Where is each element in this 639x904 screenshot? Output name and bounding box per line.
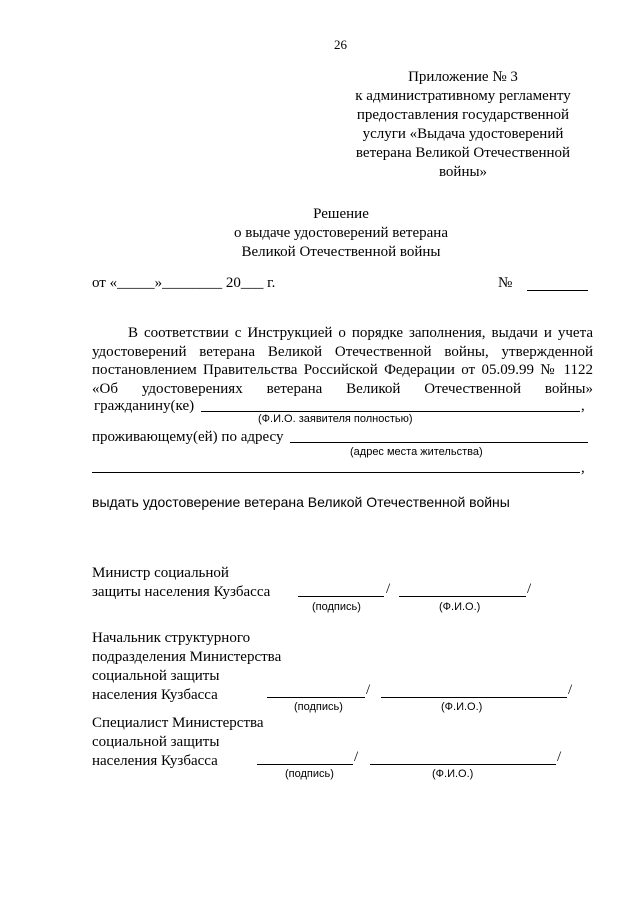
signer-title-line: подразделения Министерства — [92, 649, 282, 665]
appendix-line: ветерана Великой Отечественной — [355, 145, 571, 161]
body-line: удостоверений ветерана Великой Отечественной войны, утвержденной — [92, 344, 593, 360]
body-line: «Об удостоверениях ветерана Великой Отечественной войны» — [92, 381, 593, 397]
slash: / — [527, 581, 532, 597]
appendix-line: войны» — [438, 164, 488, 180]
title-line: о выдаче удостоверений ветерана — [234, 225, 448, 241]
signature-line — [257, 764, 353, 765]
appendix-block — [340, 68, 586, 182]
comma: , — [581, 398, 585, 414]
signature-hint: (подпись) — [294, 701, 343, 713]
slash: / — [568, 682, 573, 698]
name-line — [399, 596, 526, 597]
signature-hint: (подпись) — [285, 768, 334, 780]
signer-title — [92, 629, 281, 705]
citizen-hint: (Ф.И.О. заявителя полностью) — [258, 413, 413, 425]
address-hint: (адрес места жительства) — [350, 446, 483, 458]
name-hint: (Ф.И.О.) — [432, 768, 474, 780]
citizen-label: гражданину(ке) — [94, 398, 195, 414]
number-field-line — [527, 290, 588, 291]
appendix-line: услуги «Выдача удостоверений — [362, 126, 564, 142]
address-label: проживающему(ей) по адресу — [92, 429, 284, 445]
name-line — [381, 697, 567, 698]
page-number: 26 — [334, 37, 347, 52]
comma: , — [581, 460, 585, 476]
name-line — [370, 764, 556, 765]
signature-hint: (подпись) — [312, 601, 361, 613]
address-continuation-line — [92, 472, 580, 473]
title-line: Решение — [313, 206, 369, 222]
appendix-line: предоставления государственной — [356, 107, 570, 123]
signer-title — [92, 564, 270, 602]
signature-line — [267, 697, 365, 698]
date-field: от «_____»________ 20___ г. — [92, 275, 276, 291]
signature-line — [298, 596, 384, 597]
signer-title-line: социальной защиты — [92, 668, 220, 684]
signer-title-line: Специалист Министерства — [92, 715, 264, 731]
issue-text: выдать удостоверение ветерана Великой Отечественной войны — [92, 494, 510, 510]
signer-title-line: социальной защиты — [92, 734, 220, 750]
body-line: постановлением Правительства Российской Федерации от 05.09.99 № 1122 — [92, 362, 593, 378]
name-hint: (Ф.И.О.) — [441, 701, 483, 713]
signer-title-line: населения Кузбасса — [92, 753, 218, 769]
slash: / — [354, 749, 359, 765]
document-title — [170, 205, 512, 262]
title-line: Великой Отечественной войны — [241, 244, 441, 260]
signer-title-line: Министр социальной — [92, 565, 229, 581]
signer-title-line: Начальник структурного — [92, 630, 251, 646]
signer-title — [92, 714, 264, 771]
slash: / — [366, 682, 371, 698]
address-line — [290, 442, 588, 443]
name-hint: (Ф.И.О.) — [439, 601, 481, 613]
appendix-line: Приложение № 3 — [408, 69, 518, 85]
slash: / — [386, 581, 391, 597]
appendix-line: к административному регламенту — [355, 88, 571, 104]
signer-title-line: защиты населения Кузбасса — [92, 584, 271, 600]
slash: / — [557, 749, 562, 765]
number-label: № — [498, 275, 513, 291]
body-line: В соответствии с Инструкцией о порядке заполнения, выдачи и учета — [128, 325, 593, 341]
signer-title-line: населения Кузбасса — [92, 687, 218, 703]
